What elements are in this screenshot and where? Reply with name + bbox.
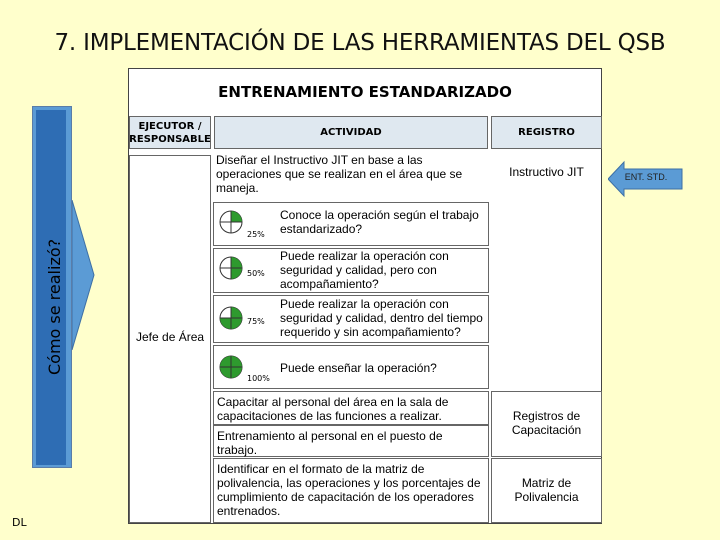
record-row-2: Registros de Capacitación <box>491 391 602 457</box>
percent-100: 100% <box>247 374 270 383</box>
sheet-title: ENTRENAMIENTO ESTANDARIZADO <box>218 83 512 101</box>
sidebar-label: Cómo se realizó? <box>45 238 64 375</box>
level-row-100 <box>213 345 489 389</box>
level-text-25: Conoce la operación según el trabajo estandarizado? <box>280 208 479 236</box>
level-text-100: Puede enseñar la operación? <box>280 361 437 375</box>
ejecutor-value: Jefe de Área <box>136 330 205 344</box>
level-text-75: Puede realizar la operación con seguridad y calidad, dentro del tiempo requerido y sin acompañamiento? <box>280 297 483 339</box>
record-row-1: Instructivo JIT <box>509 165 584 179</box>
percent-75: 75% <box>247 317 265 326</box>
level-row-75 <box>213 295 489 343</box>
activity-row-1: Diseñar el Instructivo JIT en base a las operaciones que se realizan en el área que se maneja. <box>216 153 463 195</box>
right-arrow-icon <box>72 200 96 350</box>
percent-50: 50% <box>247 269 265 278</box>
header-registro: REGISTRO <box>491 116 602 149</box>
standardized-training-sheet <box>128 68 602 524</box>
activity-row-2: Capacitar al personal del área en la sala de capacitaciones de las funciones a realizar. <box>213 391 489 425</box>
page-title: 7. IMPLEMENTACIÓN DE LAS HERRAMIENTAS DEL QSB <box>54 30 666 56</box>
pie-75-icon <box>218 305 244 331</box>
ejecutor-cell <box>129 155 211 523</box>
activity-row-3: Entrenamiento al personal en el puesto de trabajo. <box>213 425 489 457</box>
activity-row-4: Identificar en el formato de la matriz de polivalencia, las operaciones y los porcentajes de cumplimiento de capacitación de los operadores entrenados. <box>213 458 489 523</box>
pie-100-icon <box>218 354 244 380</box>
level-row-25 <box>213 202 489 246</box>
side-tag: ENT. STD. <box>624 172 668 182</box>
level-row-50 <box>213 248 489 293</box>
pie-25-icon <box>218 209 244 235</box>
record-row-4: Matriz de Polivalencia <box>491 458 602 523</box>
percent-25: 25% <box>247 230 265 239</box>
header-actividad: ACTIVIDAD <box>214 116 488 149</box>
header-ejecutor: EJECUTOR / RESPONSABLE <box>129 116 211 149</box>
pie-50-icon <box>218 255 244 281</box>
level-text-50: Puede realizar la operación con seguridad y calidad, pero con acompañamiento? <box>280 249 449 291</box>
footer-initials: DL <box>12 516 27 529</box>
